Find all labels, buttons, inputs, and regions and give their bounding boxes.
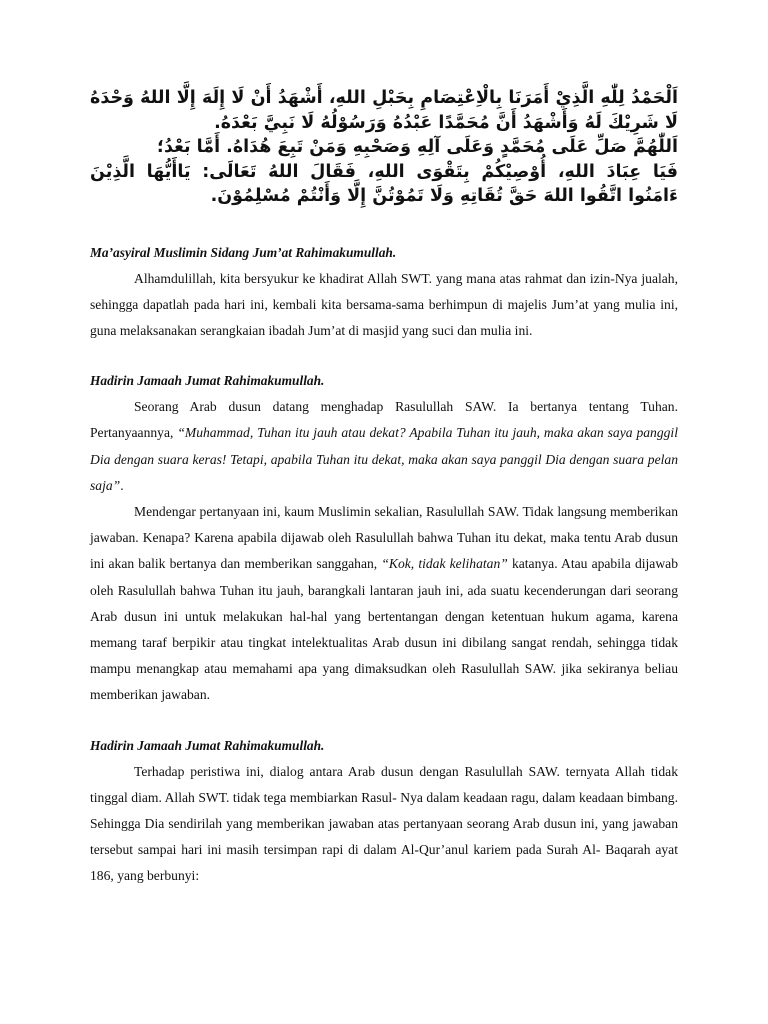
section-2-paragraph-2 — [90, 499, 678, 709]
section-3-paragraph: Terhadap peristiwa ini, dialog antara Arab dusun dengan Rasulullah SAW. ternyata Allah tidak tinggal diam. Allah SWT. tidak tega membiarkan Rasul- Nya dalam keadaan ragu, dalam keadaan bimbang. Sehingga Dia sendirilah yang memberikan jawaban atas pertanyaan seorang Arab dusun ini, yang jawaban tersebut sampai hari ini masih tersimpan rapi di dalam Al-Qur’anul kariem pada Surah Al- Baqarah ayat 186, yang berbunyi: — [90, 763, 678, 884]
quoted-rebuttal: “Kok, tidak kelihatan” — [381, 556, 508, 572]
section-2-heading: Hadirin Jamaah Jumat Rahimakumullah. — [90, 373, 325, 389]
paragraph-text: . — [120, 477, 124, 493]
arabic-line-hamdalah: اَلْحَمْدُ لِلّٰهِ الَّذِيْ أَمَرَنَا بِالْاِعْتِصَامِ بِحَبْلِ اللهِ، أَشْهَدُ أَنْ لَا إِلَهَ إِلَّا اللهُ وَحْدَهُ لَا شَرِيْكَ لَهُ وَأَشْهَدُ أَنَّ مُحَمَّدًا عَبْدُهُ وَرَسُوْلُهُ لَا نَبِيَّ بَعْدَهُ. — [90, 88, 678, 133]
arabic-line-salawat: اَللّٰهُمَّ صَلِّ عَلَى مُحَمَّدٍ وَعَلَى آلِهِ وَصَحْبِهِ وَمَنْ تَبِعَ هُدَاهُ. أَمَّا بَعْدُ؛ — [157, 137, 678, 157]
section-3-heading: Hadirin Jamaah Jumat Rahimakumullah. — [90, 737, 325, 753]
paragraph-text: Seorang Arab dusun datang menghadap Rasulullah SAW. Ia bertanya tentang Tuhan. Pertanyaannya, — [90, 399, 678, 441]
paragraph-text: Mendengar pertanyaan ini, kaum Muslimin sekalian, Rasulullah SAW. Tidak langsung memberikan jawaban. Kenapa? Karena apabila dijawab oleh Rasulullah bahwa Tuhan itu dekat, maka tentu Arab dusun ini akan balik bertanya dan memberikan sanggahan, — [90, 503, 678, 572]
document-page — [90, 86, 678, 890]
section-1-paragraph: Alhamdulillah, kita bersyukur ke khadirat Allah SWT. yang mana atas rahmat dan izin-Nya jualah, sehingga dapatlah pada hari ini, kembali kita bersama-sama berhimpun di majelis Jum’at yang mulia ini, guna melaksanakan serangkaian ibadah Jum’at di masjid yang suci dan mulia ini. — [90, 270, 678, 338]
arabic-opening — [90, 86, 678, 209]
paragraph-text: katanya. Atau apabila dijawab oleh Rasulullah bahwa Tuhan itu jauh, barangkali lantaran jauh ini, ada suatu kecenderungan dari seorang Arab dusun ini untuk melakukan hal-hal yang bertentangan dengan ketentuan hukum agama, karena memang taraf berpikir atau tingkat intelektualitas Arab dusun ini dibilang sangat rendah, sehingga tidak mampu menangkap atau memahami apa yang dimaksudkan oleh Rasulullah SAW. jika sekiranya beliau memberikan jawaban. — [90, 556, 678, 703]
section-2-paragraph-1 — [90, 394, 678, 499]
section-1-heading: Ma’asyiral Muslimin Sidang Jum’at Rahimakumullah. — [90, 244, 397, 260]
quoted-question: “Muhammad, Tuhan itu jauh atau dekat? Apabila Tuhan itu jauh, maka akan saya panggil Dia dengan suara keras! Tetapi, apabila Tuhan itu dekat, maka akan saya panggil Dia dengan suara pelan saja” — [90, 425, 678, 493]
arabic-line-wasiat-taqwa: فَيَا عِبَادَ اللهِ، أُوْصِيْكُمْ بِتَقْوَى اللهِ، فَقَالَ اللهُ تَعَالَى: يَاأَيُّهَا الَّذِيْنَ ءَامَنُوا اتَّقُوا اللهَ حَقَّ تُقَاتِهِ وَلَا تَمُوْتُنَّ إِلَّا وَأَنْتُمْ مُسْلِمُوْنَ. — [90, 161, 678, 206]
